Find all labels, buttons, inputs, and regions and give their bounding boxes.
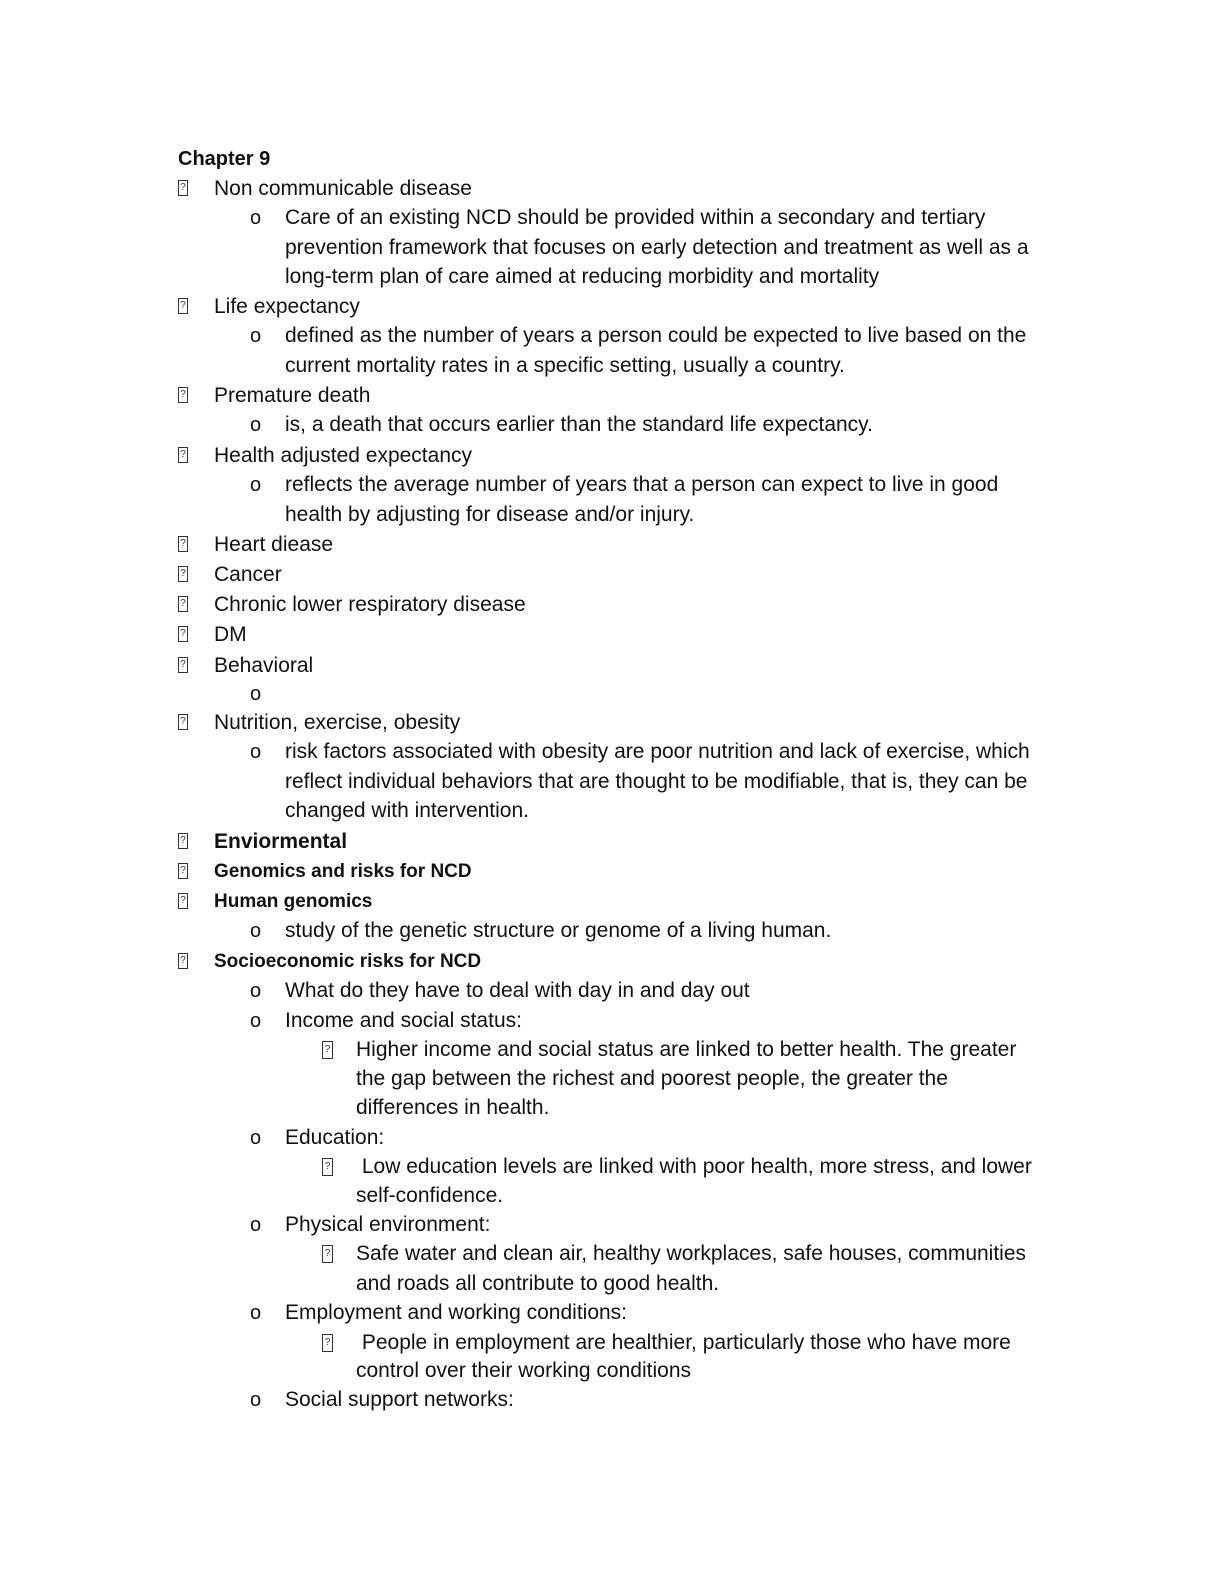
list-item-text: DM	[214, 623, 247, 646]
list-item-text: Cancer	[214, 563, 282, 586]
circle-bullet-icon: o	[250, 207, 262, 229]
missing-glyph-icon: ?	[178, 953, 188, 969]
continuation-text: and roads all contribute to good health.	[356, 1272, 720, 1295]
list-item-text: Behavioral	[214, 654, 314, 677]
circle-bullet-icon: o	[250, 980, 262, 1002]
continuation-text: the gap between the richest and poorest people, the greater the	[356, 1067, 948, 1090]
list-item-text: Chronic lower respiratory disease	[214, 593, 526, 616]
missing-glyph-icon: ?	[178, 863, 188, 879]
missing-glyph-icon: ?	[178, 714, 188, 730]
missing-glyph-icon: ?	[322, 1041, 333, 1059]
missing-glyph-icon: ?	[178, 596, 188, 612]
list-item-text: Premature death	[214, 384, 371, 407]
circle-bullet-icon: o	[250, 474, 262, 496]
sub-list-item-text: Income and social status:	[285, 1009, 522, 1032]
circle-bullet-icon: o	[250, 1127, 262, 1149]
list-item-text: Human genomics	[214, 891, 373, 912]
missing-glyph-icon: ?	[178, 536, 188, 552]
continuation-text: control over their working conditions	[356, 1359, 691, 1382]
list-item-text: Non communicable disease	[214, 177, 472, 200]
circle-bullet-icon: o	[250, 1389, 262, 1411]
sub-list-item-text: Physical environment:	[285, 1213, 491, 1236]
sub-list-item-text: defined as the number of years a person could be expected to live based on the	[285, 324, 1027, 347]
sub-sub-list-item-text: Low education levels are linked with poor health, more stress, and lower	[356, 1155, 1032, 1178]
circle-bullet-icon: o	[250, 414, 262, 436]
missing-glyph-icon: ?	[178, 893, 188, 909]
chapter-title: Chapter 9	[178, 148, 271, 170]
sub-list-item-text: reflects the average number of years that a person can expect to live in good	[285, 473, 999, 496]
circle-bullet-icon: o	[250, 1010, 262, 1032]
circle-bullet-icon: o	[250, 1214, 262, 1236]
sub-list-item-text: What do they have to deal with day in and day out	[285, 979, 750, 1002]
continuation-text: differences in health.	[356, 1096, 550, 1119]
missing-glyph-icon: ?	[178, 298, 188, 314]
circle-bullet-icon: o	[250, 683, 262, 705]
continuation-text: long-term plan of care aimed at reducing morbidity and mortality	[285, 265, 880, 288]
sub-list-item-text: Care of an existing NCD should be provided within a secondary and tertiary	[285, 206, 986, 229]
sub-sub-list-item-text: People in employment are healthier, particularly those who have more	[356, 1331, 1011, 1354]
missing-glyph-icon: ?	[322, 1158, 333, 1176]
sub-sub-list-item-text: Safe water and clean air, healthy workplaces, safe houses, communities	[356, 1242, 1027, 1265]
continuation-text: changed with intervention.	[285, 799, 529, 822]
missing-glyph-icon: ?	[322, 1334, 333, 1352]
missing-glyph-icon: ?	[178, 447, 188, 463]
missing-glyph-icon: ?	[178, 833, 188, 849]
circle-bullet-icon: o	[250, 920, 262, 942]
sub-list-item-text: Employment and working conditions:	[285, 1301, 628, 1324]
list-item-text: Heart diease	[214, 533, 334, 556]
list-item-text: Enviormental	[214, 830, 348, 853]
sub-sub-list-item-text: Higher income and social status are linked to better health. The greater	[356, 1038, 1017, 1061]
circle-bullet-icon: o	[250, 325, 262, 347]
list-item-text: Socioeconomic risks for NCD	[214, 951, 482, 972]
continuation-text: health by adjusting for disease and/or injury.	[285, 503, 695, 526]
sub-list-item-text: Education:	[285, 1126, 385, 1149]
list-item-text: Nutrition, exercise, obesity	[214, 711, 461, 734]
continuation-text: prevention framework that focuses on early detection and treatment as well as a	[285, 236, 1029, 259]
sub-list-item-text: study of the genetic structure or genome of a living human.	[285, 919, 832, 942]
circle-bullet-icon: o	[250, 741, 262, 763]
continuation-text: reflect individual behaviors that are thought to be modifiable, that is, they can be	[285, 770, 1028, 793]
list-item-text: Genomics and risks for NCD	[214, 861, 472, 882]
missing-glyph-icon: ?	[178, 180, 188, 196]
sub-list-item-text: risk factors associated with obesity are poor nutrition and lack of exercise, which	[285, 740, 1030, 763]
continuation-text: self-confidence.	[356, 1184, 504, 1207]
sub-list-item-text: Social support networks:	[285, 1388, 514, 1411]
sub-list-item-text: is, a death that occurs earlier than the standard life expectancy.	[285, 413, 873, 436]
missing-glyph-icon: ?	[178, 626, 188, 642]
circle-bullet-icon: o	[250, 1302, 262, 1324]
missing-glyph-icon: ?	[178, 566, 188, 582]
continuation-text: current mortality rates in a specific setting, usually a country.	[285, 354, 845, 377]
missing-glyph-icon: ?	[322, 1245, 333, 1263]
missing-glyph-icon: ?	[178, 387, 188, 403]
list-item-text: Life expectancy	[214, 295, 360, 318]
list-item-text: Health adjusted expectancy	[214, 444, 472, 467]
missing-glyph-icon: ?	[178, 657, 188, 673]
